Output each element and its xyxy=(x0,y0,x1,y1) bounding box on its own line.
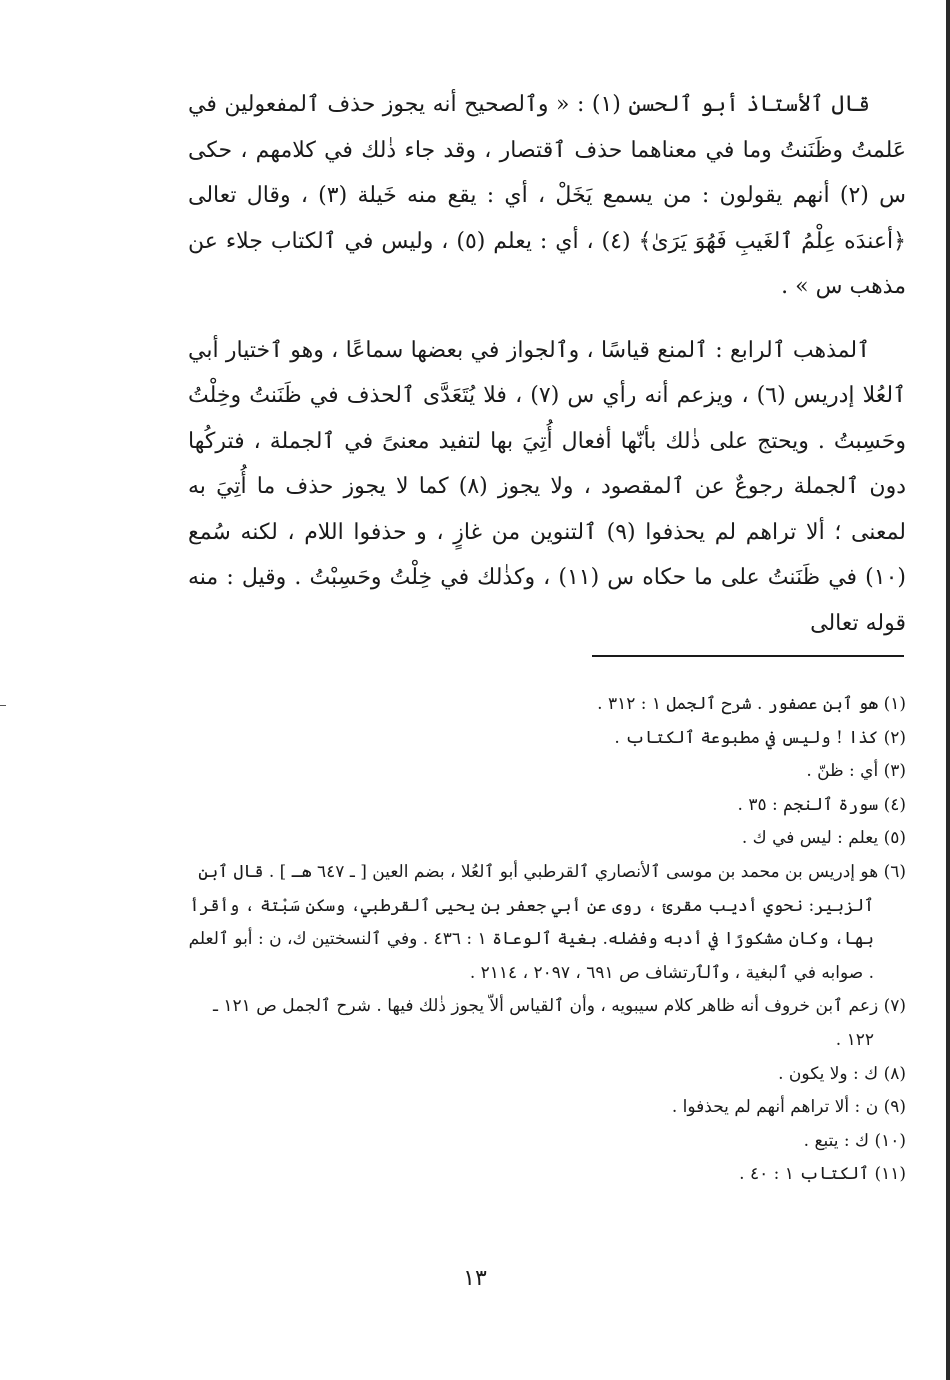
footnote-2: (٢) كذا ! وليس في مطبوعة ٱلكتاب . xyxy=(614,727,906,748)
footnote-separator xyxy=(592,655,904,657)
footnote-11: (١١) ٱلكتاب ١ : ٤٠ . xyxy=(739,1164,906,1185)
footnote-3: (٣) أي : ظنّ . xyxy=(806,761,906,782)
footnote-9: (٩) ن : ألا تراهم أنهم لم يحذفوا . xyxy=(671,1097,906,1118)
footnote-7: (٧) زعم ٱبن خروف أنه ظاهر كلام سيبويه ، وأن ٱلقياس ألاّ يجوز ذٰلك فيها . شرح ٱلجمل ص ١٢١ ـ ١٢٢ . xyxy=(213,996,906,1050)
footnote-1: (١) هو ٱبن عصفور . شرح ٱلجمل ١ : ٣١٢ . xyxy=(597,694,906,714)
main-text xyxy=(188,82,906,646)
paragraph-1: قال ٱلأستاذ أبو ٱلحسن (١) : « وٱلصحيح أنه يجوز حذف ٱلمفعولين في عَلمتُ وظَنَنتُ وما في معناهما حذف ٱقتصار ، وقد جاء ذٰلك في كلامهم ، حكى س (٢) أنهم يقولون : من يسمع يَخَلْ ، أي : يقع منه خَيلة (٣) ، وقال تعالى ﴿أعندَه عِلْمُ ٱلغَيبِ فَهُوَ يَرَىٰ﴾ (٤) ، أي : يعلم (٥) ، وليس في ٱلكتاب جلاء عن مذهب س » . xyxy=(188,92,906,299)
footnotes xyxy=(188,688,906,1192)
footnote-6: (٦) هو إدريس بن محمد بن موسى ٱلأنصاري ٱلقرطبي أبو ٱلعُلا ، بضم العين [ ـ ٦٤٧ هـ ] . قال ٱبن ٱلزبير: نحوي أديب مقرئ ، روى عن أبي جعفر بن يحيى ٱلقرطبي، وسكن سَبْتة ، وأقرأ بها، وكان مشكورًا في أدبه وفضله. بغية ٱلوعاة ١ : ٤٣٦ . وفي ٱلنسختين ك، ن : أبو ٱلعلم . صوابه في ٱلبغية ، وٱلٱرتشاف ص ٦٩١ ، ٢٠٩٧ ، ٢١١٤ . xyxy=(188,861,906,983)
page-edge-shadow xyxy=(946,0,950,1380)
footnote-4: (٤) سورة ٱلنجم : ٣٥ . xyxy=(737,794,906,815)
footnote-5: (٥) يعلم : ليس في ك . xyxy=(741,828,906,849)
footnote-10: (١٠) ك : يتبع . xyxy=(803,1130,906,1151)
paragraph-2: ٱلمذهب ٱلرابع : ٱلمنع قياسًا ، وٱلجواز في بعضها سماعًا ، وهو ٱختيار أبي ٱلعُلا إدريس (٦) ، ويزعم أنه رأي س (٧) ، فلا يُتَعَدَّى ٱلحذف في ظَنَنتُ وخِلْتُ وحَسِبتُ . ويحتج على ذٰلك بأنّها أفعال أُتِيَ بها لتفيد معنىً في ٱلجملة ، فتركُها دون ٱلجملة رجوعٌ عن ٱلمقصود ، ولا يجوز (٨) كما لا يجوز حذف ما أُتِيَ به لمعنى ؛ ألا تراهم لم يحذفوا (٩) ٱلتنوين من غازٍ ، و حذفوا اللام ، لكنه سُمع (١٠) في ظَنَنتُ على ما حكاه س (١١) ، وكذٰلك في خِلْتُ وحَسِبْتُ . وقيل : منه قوله تعالى xyxy=(188,337,906,636)
margin-tick-mark xyxy=(0,705,6,706)
footnote-8: (٨) ك : ولا يكون . xyxy=(778,1063,906,1084)
page-number: ١٣ xyxy=(463,1266,487,1291)
